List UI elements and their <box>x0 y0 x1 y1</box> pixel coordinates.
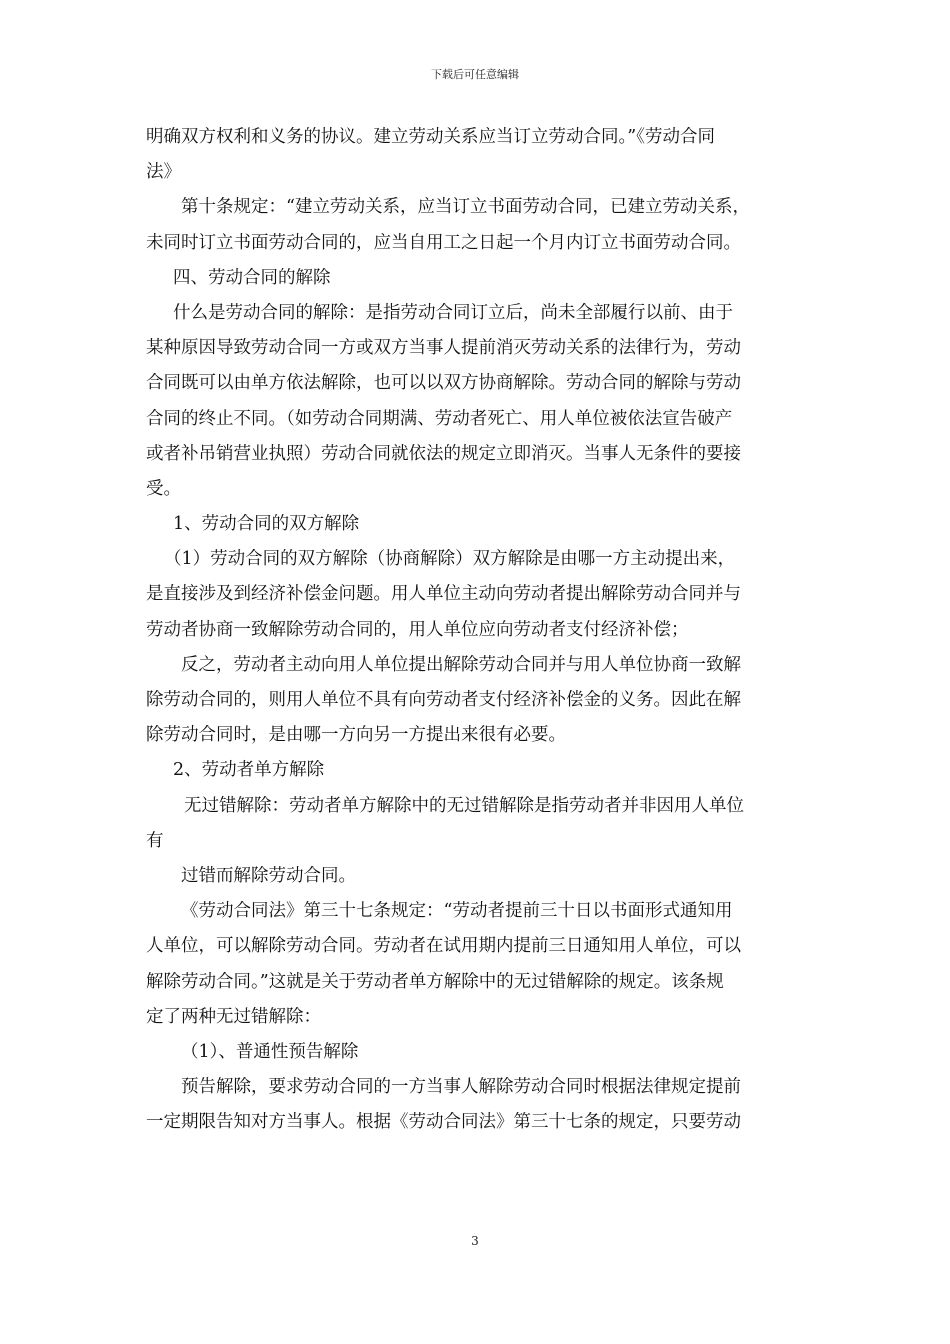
subsection-heading: 2、劳动者单方解除 <box>173 760 325 781</box>
text-line: （1）劳动合同的双方解除（协商解除）双方解除是由哪一方主动提出来， <box>164 549 736 570</box>
text-line: 定了两种无过错解除： <box>146 1006 321 1027</box>
text-line: 除劳动合同时，是由哪一方向另一方提出来很有必要。 <box>146 725 566 746</box>
text-line: 解除劳动合同。”这就是关于劳动者单方解除中的无过错解除的规定。该条规 <box>146 971 724 992</box>
page-number: 3 <box>471 1234 479 1248</box>
document-body <box>146 120 810 1140</box>
text-line: 有 <box>146 830 164 851</box>
subsection-heading: 1、劳动合同的双方解除 <box>173 514 360 535</box>
text-line: 合同的终止不同。（如劳动合同期满、劳动者死亡、用人单位被依法宣告破产 <box>146 408 733 429</box>
text-line: 过错而解除劳动合同。 <box>181 865 356 886</box>
text-line: 劳动者协商一致解除劳动合同的，用人单位应向劳动者支付经济补偿； <box>146 619 689 640</box>
text-line: 人单位，可以解除劳动合同。劳动者在试用期内提前三日通知用人单位，可以 <box>146 936 741 957</box>
text-line: 第十条规定：“建立劳动关系，应当订立书面劳动合同，已建立劳动关系， <box>181 197 750 218</box>
text-line: 合同既可以由单方依法解除，也可以以双方协商解除。劳动合同的解除与劳动 <box>146 373 741 394</box>
text-line: 预告解除，要求劳动合同的一方当事人解除劳动合同时根据法律规定提前 <box>181 1077 741 1098</box>
text-line: 受。 <box>146 478 181 499</box>
text-line: 是直接涉及到经济补偿金问题。用人单位主动向劳动者提出解除劳动合同并与 <box>146 584 741 605</box>
text-line: 一定期限告知对方当事人。根据《劳动合同法》第三十七条的规定，只要劳动 <box>146 1112 741 1133</box>
text-line: 某种原因导致劳动合同一方或双方当事人提前消灭劳动关系的法律行为，劳动 <box>146 338 741 359</box>
text-line: 《劳动合同法》第三十七条规定：“劳动者提前三十日以书面形式通知用 <box>181 901 733 922</box>
text-line: 法》 <box>146 162 181 183</box>
page-header: 下载后可任意编辑 <box>431 68 519 81</box>
subsection-heading: （1）、普通性预告解除 <box>181 1041 359 1062</box>
text-line: 未同时订立书面劳动合同的，应当自用工之日起一个月内订立书面劳动合同。 <box>146 232 741 253</box>
text-line: 明确双方权利和义务的协议。建立劳动关系应当订立劳动合同。”《劳动合同 <box>146 127 715 147</box>
text-line: 什么是劳动合同的解除：是指劳动合同订立后，尚未全部履行以前、由于 <box>173 302 733 323</box>
text-line: 或者补吊销营业执照）劳动合同就依法的规定立即消灭。当事人无条件的要接 <box>146 443 741 464</box>
text-line: 反之，劳动者主动向用人单位提出解除劳动合同并与用人单位协商一致解 <box>181 654 741 675</box>
text-line: 无过错解除：劳动者单方解除中的无过错解除是指劳动者并非因用人单位 <box>184 795 744 816</box>
section-heading: 四、劳动合同的解除 <box>173 267 331 288</box>
text-line: 除劳动合同的，则用人单位不具有向劳动者支付经济补偿金的义务。因此在解 <box>146 690 741 710</box>
